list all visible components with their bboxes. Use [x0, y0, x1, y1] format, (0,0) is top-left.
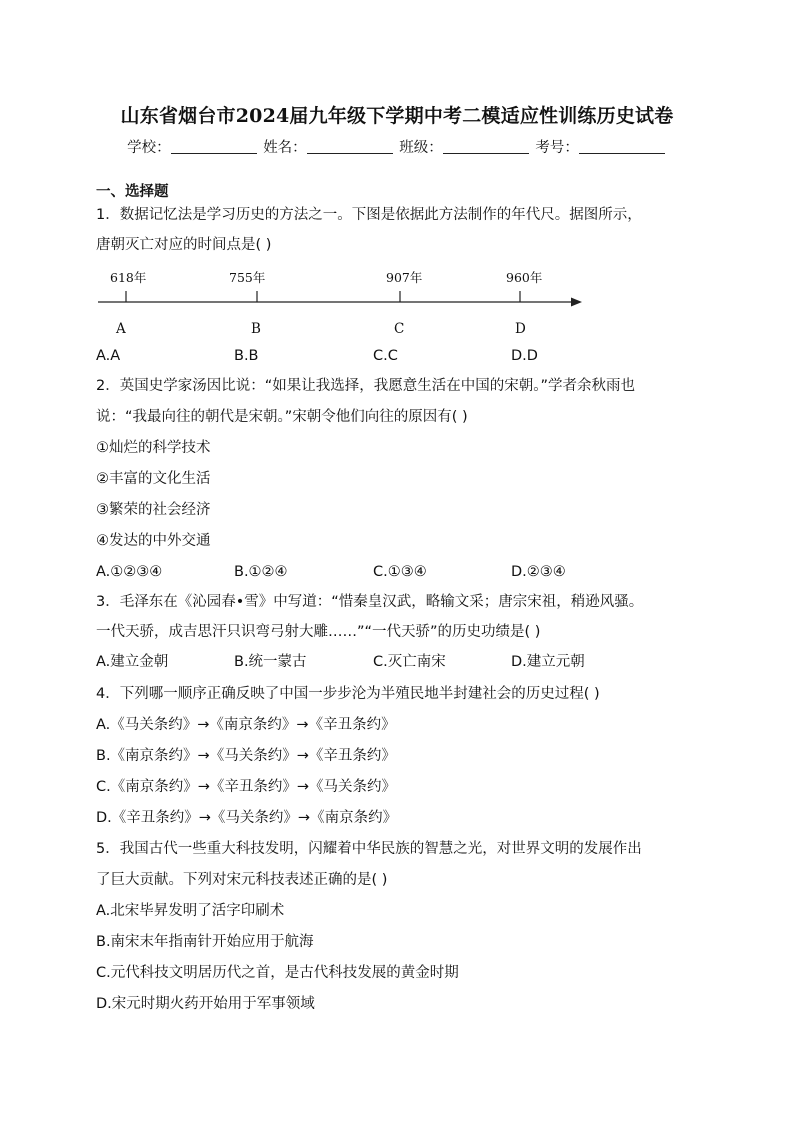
timeline-arrow-icon: [571, 298, 582, 307]
timeline-point-letter: C: [394, 321, 405, 337]
q3-option-a[interactable]: A.建立金朝: [96, 654, 169, 670]
q5-stem-line2: 了巨大贡献。下列对宋元科技表述正确的是( ): [96, 872, 388, 888]
q5-option-b[interactable]: B.南宋末年指南针开始应用于航海: [96, 934, 314, 950]
q3-option-b[interactable]: B.统一蒙古: [234, 654, 307, 670]
school-blank[interactable]: [171, 139, 257, 154]
q2-option-c[interactable]: C.①③④: [373, 564, 427, 580]
q2-item: ②丰富的文化生活: [96, 471, 211, 487]
timeline-year-label: 618年: [110, 270, 147, 285]
q2-option-d[interactable]: D.②③④: [511, 564, 566, 580]
q1-option-c[interactable]: C.C: [373, 348, 398, 364]
timeline-point-letter: B: [251, 321, 261, 337]
number-blank[interactable]: [579, 139, 665, 154]
q4-option-d[interactable]: D.《辛丑条约》→《马关条约》→《南京条约》: [96, 810, 398, 826]
q1-option-b[interactable]: B.B: [234, 348, 259, 364]
q2-option-b[interactable]: B.①②④: [234, 564, 288, 580]
q4-option-b[interactable]: B.《南京条约》→《马关条约》→《辛丑条约》: [96, 748, 396, 764]
q1-stem-line1: 1．数据记忆法是学习历史的方法之一。下图是依据此方法制作的年代尺。据图所示，: [96, 207, 642, 223]
q3-stem-line1: 3．毛泽东在《沁园春•雪》中写道：“惜秦皇汉武，略输文采；唐宗宋祖，稍逊风骚。: [96, 594, 644, 610]
section-heading: 一、选择题: [96, 184, 169, 200]
q4-option-c[interactable]: C.《南京条约》→《辛丑条约》→《马关条约》: [96, 779, 397, 795]
class-blank[interactable]: [443, 139, 529, 154]
q4-stem-line1: 4．下列哪一顺序正确反映了中国一步步沦为半殖民地半封建社会的历史过程( ): [96, 686, 600, 702]
timeline-year-label: 755年: [229, 270, 266, 285]
school-label: 学校：: [127, 140, 171, 156]
q3-option-c[interactable]: C.灭亡南宋: [373, 654, 446, 670]
q5-option-a[interactable]: A.北宋毕昇发明了活字印刷术: [96, 903, 285, 919]
timeline-year-label: 960年: [506, 270, 543, 285]
q2-item: ③繁荣的社会经济: [96, 502, 211, 518]
q2-stem-line2: 说：“我最向往的朝代是宋朝。”宋朝令他们向往的原因有( ): [96, 409, 468, 425]
name-blank[interactable]: [307, 139, 393, 154]
timeline-point-letter: A: [116, 321, 126, 337]
q1-stem-line2: 唐朝灭亡对应的时间点是( ): [96, 237, 272, 253]
q2-option-a[interactable]: A.①②③④: [96, 564, 163, 580]
timeline-year-label: 907年: [386, 270, 423, 285]
name-label: 姓名：: [263, 140, 307, 156]
q4-option-a[interactable]: A.《马关条约》→《南京条约》→《辛丑条约》: [96, 717, 396, 733]
q2-item: ④发达的中外交通: [96, 533, 211, 549]
class-label: 班级：: [399, 140, 443, 156]
q5-option-d[interactable]: D.宋元时期火药开始用于军事领域: [96, 996, 315, 1012]
q5-stem-line1: 5．我国古代一些重大科技发明，闪耀着中华民族的智慧之光，对世界文明的发展作出: [96, 841, 642, 857]
q5-option-c[interactable]: C.元代科技文明居历代之首，是古代科技发展的黄金时期: [96, 965, 459, 981]
student-info-row: [0, 136, 794, 157]
timeline-point-letter: D: [515, 321, 526, 337]
exam-title: 山东省烟台市2024届九年级下学期中考二模适应性训练历史试卷: [120, 105, 674, 127]
q3-option-d[interactable]: D.建立元朝: [511, 654, 585, 670]
timeline-axis: [96, 288, 586, 312]
q1-option-d[interactable]: D.D: [511, 348, 538, 364]
number-label: 考号：: [535, 140, 579, 156]
q2-item: ①灿烂的科学技术: [96, 440, 211, 456]
q1-option-a[interactable]: A.A: [96, 348, 121, 364]
q2-stem-line1: 2．英国史学家汤因比说：“如果让我选择，我愿意生活在中国的宋朝。”学者余秋雨也: [96, 378, 635, 394]
q3-stem-line2: 一代天骄，成吉思汗只识弯弓射大雕……”“一代天骄”的历史功绩是( ): [96, 624, 541, 640]
